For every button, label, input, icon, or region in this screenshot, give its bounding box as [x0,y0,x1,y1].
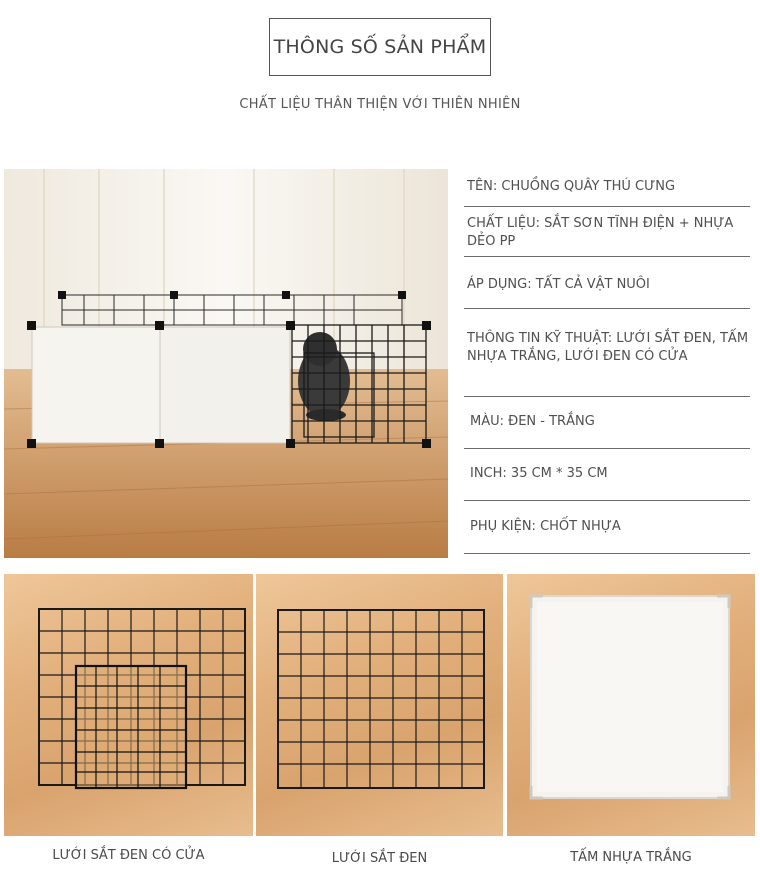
spec-color [464,397,750,449]
spec-accessory [464,501,750,554]
spec-text: INCH: 35 CM * 35 CM [470,466,608,481]
page-title [269,18,491,76]
spec-text: TÊN: CHUỒNG QUÂY THÚ CƯNG [467,179,676,194]
spec-material [464,207,750,257]
spec-text: THÔNG TIN KỸ THUẬT: LƯỚI SẮT ĐEN, TẤM NHỰA TRẮNG, LƯỚI ĐEN CÓ CỬA [467,331,749,364]
spec-usage [464,257,750,309]
page-subtitle: CHẤT LIỆU THÂN THIỆN VỚI THIÊN NHIÊN [239,97,521,112]
caption-wire: LƯỚI SẮT ĐEN [331,851,428,866]
panel-photo-wire-door [4,574,253,836]
spec-text: MÀU: ĐEN - TRẮNG [470,414,595,429]
caption-plastic: TẤM NHỰA TRẮNG [570,850,692,865]
caption-wire-door: LƯỚI SẮT ĐEN CÓ CỬA [52,848,205,863]
panel-photo-wire [256,574,503,836]
spec-text: PHỤ KIỆN: CHỐT NHỰA [470,519,621,534]
panel-photo-plastic [507,574,755,836]
spec-text: CHẤT LIỆU: SẮT SƠN TĨNH ĐIỆN + NHỰA DẺO PP [467,216,734,249]
spec-list [464,169,750,554]
spec-size [464,449,750,501]
spec-name [464,169,750,207]
spec-technical [464,309,750,397]
product-photo [4,169,448,558]
spec-text: ÁP DỤNG: TẤT CẢ VẬT NUÔI [467,277,650,292]
page-title-text: THÔNG SỐ SẢN PHẨM [273,36,487,58]
